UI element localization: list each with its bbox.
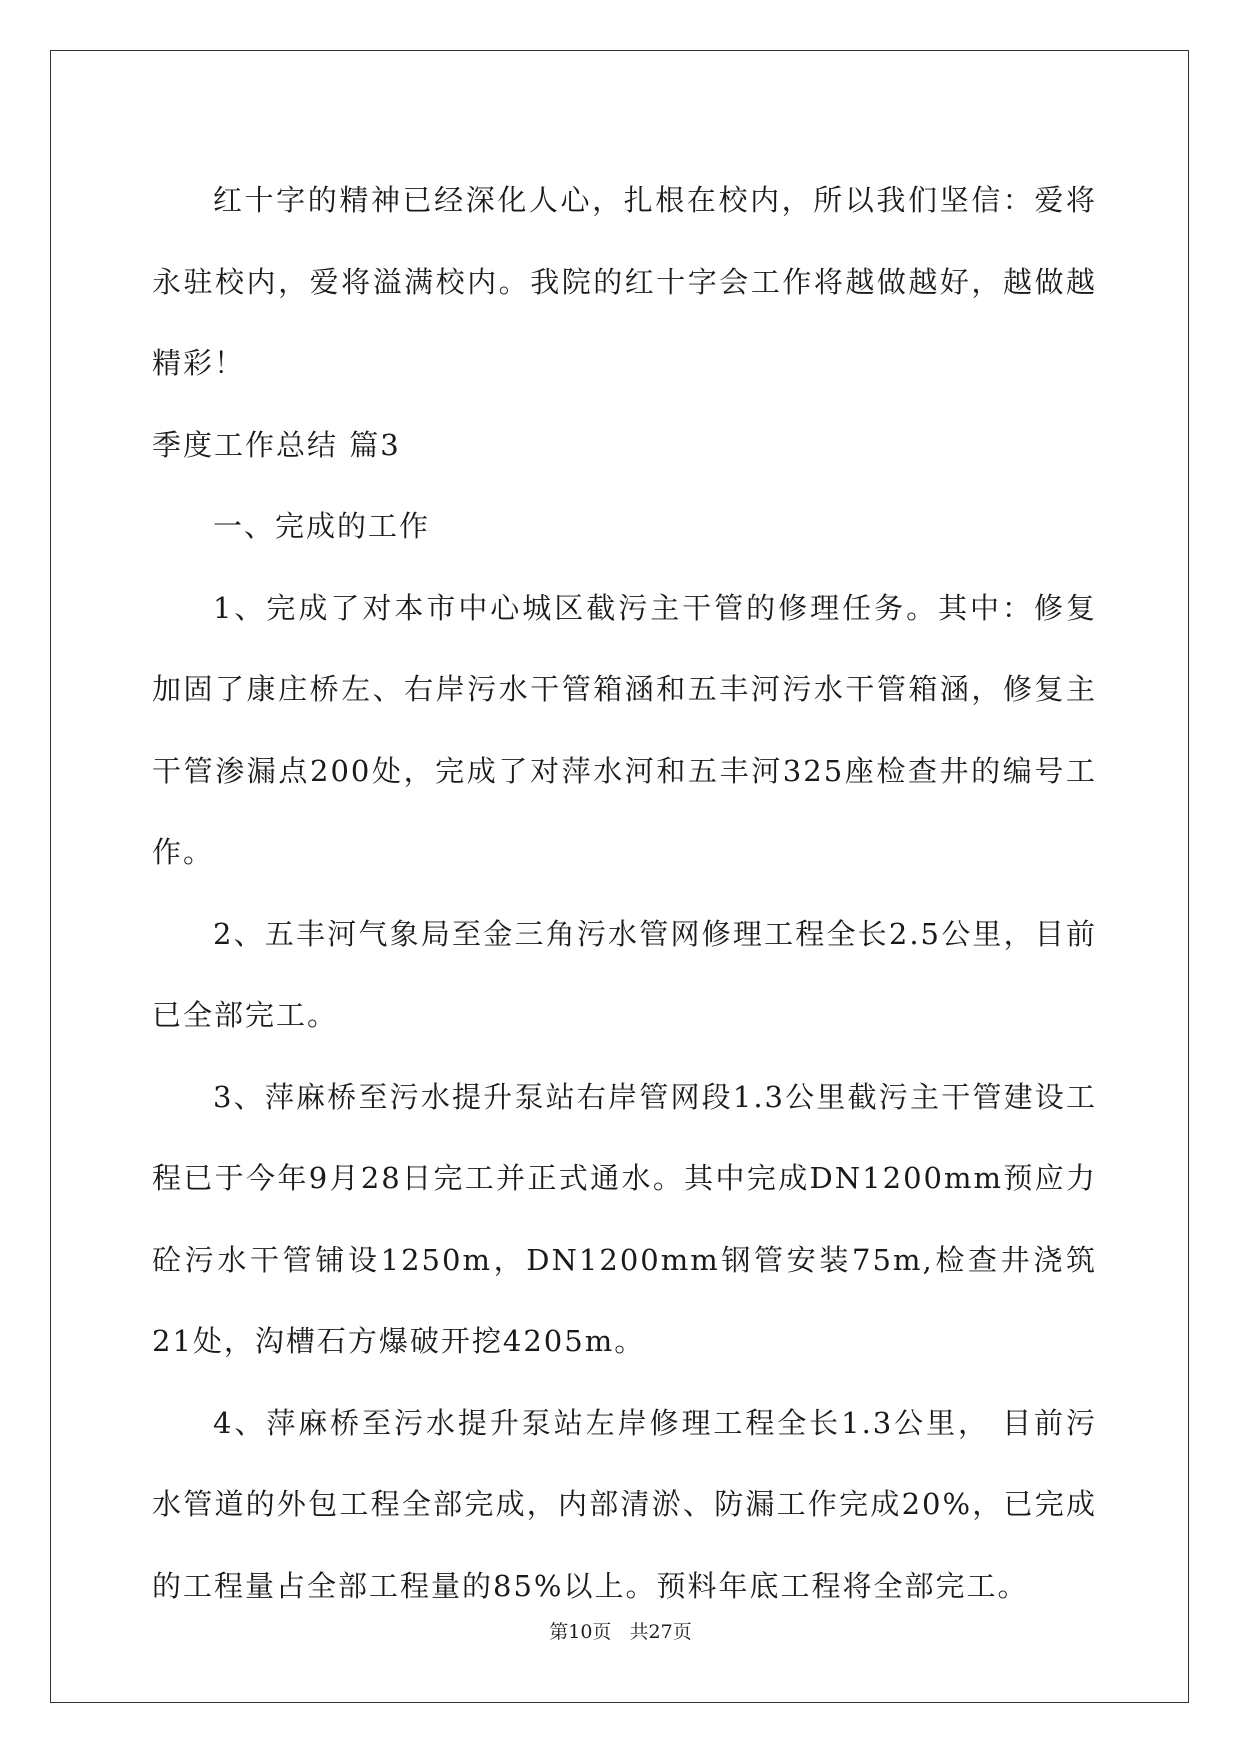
paragraph-item-4: 4、萍麻桥至污水提升泵站左岸修理工程全长1.3公里， 目前污水管道的外包工程全部完成，内部清淤、防漏工作完成20%，已完成的工程量占全部工程量的85%以上。预料年底工程将全部完工。 bbox=[152, 1405, 1097, 1603]
page-number: 第10页 共27页 bbox=[549, 1621, 692, 1643]
subsection-heading: 一、完成的工作 bbox=[213, 509, 431, 543]
paragraph-item-2: 2、五丰河气象局至金三角污水管网修理工程全长2.5公里，目前已全部完工。 bbox=[152, 916, 1097, 1032]
paragraph-red-cross-conclusion: 红十字的精神已经深化人心，扎根在校内，所以我们坚信：爱将永驻校内，爱将溢满校内。我院的红十字会工作将越做越好，越做越精彩！ bbox=[152, 183, 1097, 380]
paragraph-item-3: 3、萍麻桥至污水提升泵站右岸管网段1.3公里截污主干管建设工程已于今年9月28日完工并正式通水。其中完成DN1200mm预应力砼污水干管铺设1250m，DN1200mm钢管安装75m,检查井浇筑21处，沟槽石方爆破开挖4205m。 bbox=[152, 1079, 1097, 1358]
document-body bbox=[152, 160, 1097, 1627]
section-title: 季度工作总结 篇3 bbox=[152, 427, 401, 462]
paragraph-item-1: 1、完成了对本市中心城区截污主干管的修理任务。其中：修复加固了康庄桥左、右岸污水干管箱涵和五丰河污水干管箱涵，修复主干管渗漏点200处，完成了对萍水河和五丰河325座检查井的编号工作。 bbox=[152, 590, 1097, 869]
page-footer bbox=[0, 1617, 1241, 1644]
